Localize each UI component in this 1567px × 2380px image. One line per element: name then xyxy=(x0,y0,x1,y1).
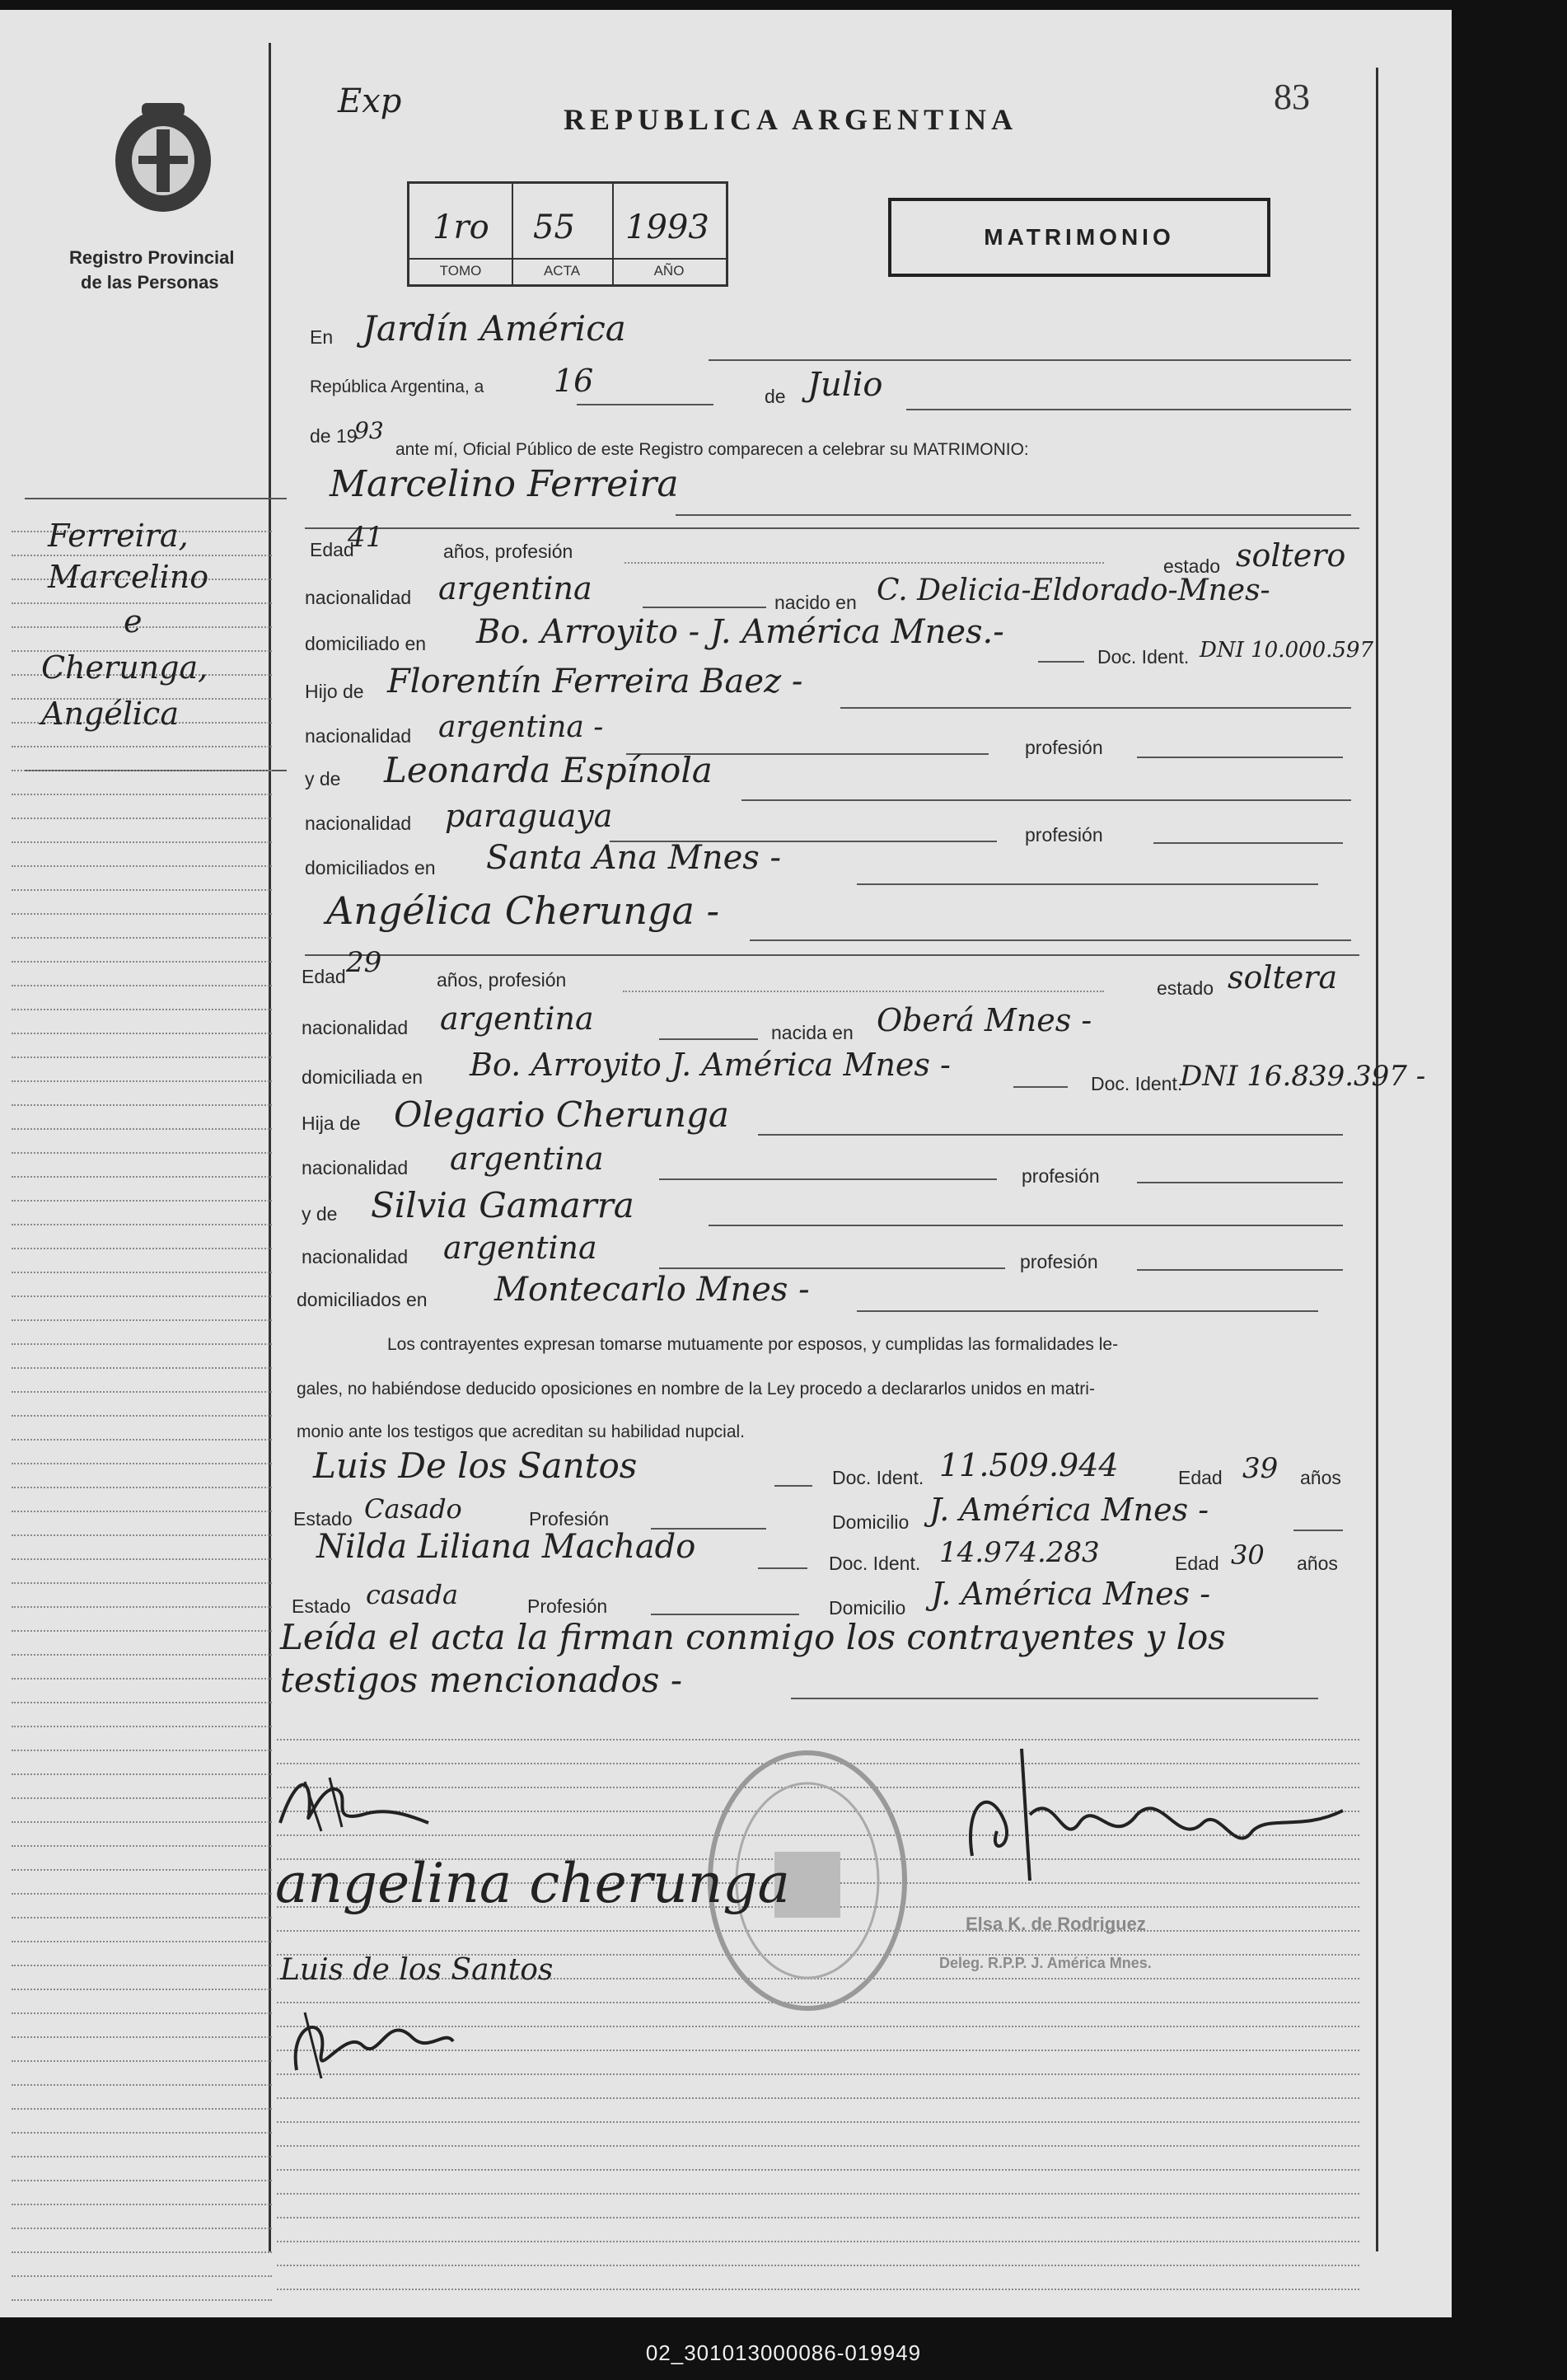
groom-age: 41 xyxy=(348,521,384,554)
bride-estado: soltera xyxy=(1228,959,1338,996)
margin-rule xyxy=(12,2180,272,2181)
margin-rule xyxy=(12,2012,272,2014)
groom-domicilio: Bo. Arroyito - J. América Mnes.- xyxy=(476,613,1004,651)
dotted-rule xyxy=(277,2265,1359,2266)
registry-name-line1: Registro Provincial xyxy=(69,247,235,268)
field-rule xyxy=(305,954,1359,956)
handwritten-note: Exp xyxy=(338,82,402,120)
margin-rule xyxy=(12,1367,272,1369)
groom-father-profesion-label: profesión xyxy=(1025,737,1103,758)
margin-rule xyxy=(12,985,272,986)
bride-father: Olegario Cherunga xyxy=(394,1094,729,1135)
groom-mother-nac-label: nacionalidad xyxy=(305,813,412,834)
margin-rule xyxy=(12,1917,272,1919)
field-rule xyxy=(709,359,1351,361)
margin-rule xyxy=(12,794,272,795)
day-value: 16 xyxy=(554,363,594,399)
witness1-edad-label: Edad xyxy=(1178,1467,1223,1488)
margin-rule xyxy=(12,1726,272,1727)
margin-rule xyxy=(12,937,272,939)
republica-label: República Argentina, a xyxy=(310,377,484,396)
declaration-line-3: monio ante los testigos que acreditan su habilidad nupcial. xyxy=(297,1422,746,1441)
field-rule xyxy=(659,1178,997,1180)
field-rule xyxy=(1137,1269,1343,1271)
margin-rule xyxy=(12,841,272,843)
margin-rule xyxy=(12,1558,272,1560)
margin-rule xyxy=(12,1941,272,1942)
witness1-estado: Casado xyxy=(364,1493,462,1525)
margin-rule xyxy=(12,1248,272,1249)
field-rule xyxy=(577,404,713,405)
groom-mother-profesion-label: profesión xyxy=(1025,824,1103,846)
acta-label: ACTA xyxy=(543,263,581,279)
witness1-profesion-label: Profesión xyxy=(529,1508,610,1530)
groom-name: Marcelino Ferreira xyxy=(330,463,679,505)
field-rule xyxy=(791,1698,1318,1699)
bride-mother: Silvia Gamarra xyxy=(371,1185,634,1225)
bride-age: 29 xyxy=(346,946,382,979)
bride-domicilio-label: domiciliada en xyxy=(302,1066,423,1088)
witness2-signature xyxy=(280,1996,461,2087)
page-number: 83 xyxy=(1274,77,1310,117)
country-title: REPUBLICA ARGENTINA xyxy=(564,103,1018,136)
dotted-rule xyxy=(277,2217,1359,2218)
field-rule xyxy=(840,707,1351,709)
margin-rule xyxy=(12,1534,272,1536)
margin-rule xyxy=(12,2251,272,2253)
groom-nacido: C. Delicia-Eldorado-Mnes- xyxy=(877,574,1270,607)
groom-nacionalidad-label: nacionalidad xyxy=(305,587,412,608)
field-rule xyxy=(676,514,1351,516)
field-rule xyxy=(1038,661,1084,663)
margin-rule xyxy=(12,1295,272,1297)
dotted-rule xyxy=(277,2169,1359,2171)
margin-name-line: Marcelino xyxy=(48,559,209,595)
margin-rule xyxy=(12,2299,272,2301)
margin-rule xyxy=(12,1128,272,1130)
margin-rule xyxy=(12,1845,272,1847)
record-type: MATRIMONIO xyxy=(984,224,1175,250)
dotted-rule xyxy=(277,2145,1359,2147)
margin-rule xyxy=(12,865,272,867)
witness1-name: Luis De los Santos xyxy=(313,1445,638,1486)
margin-rule xyxy=(12,913,272,915)
field-rule xyxy=(1293,1530,1343,1531)
bride-mother-nac: argentina xyxy=(443,1230,597,1266)
margin-rule xyxy=(12,1152,272,1154)
witness1-doc-label: Doc. Ident. xyxy=(832,1467,924,1488)
margin-rule xyxy=(12,1869,272,1871)
margin-rule xyxy=(12,2060,272,2062)
groom-anos-profesion: años, profesión xyxy=(443,541,573,562)
field-rule xyxy=(758,1567,807,1569)
margin-rule xyxy=(12,1391,272,1393)
tomo-value: 1ro xyxy=(433,208,489,246)
witness2-name: Nilda Liliana Machado xyxy=(316,1528,696,1566)
groom-parents-dom: Santa Ana Mnes - xyxy=(486,839,782,877)
witness2-domicilio-label: Domicilio xyxy=(829,1597,906,1619)
officer-title: Deleg. R.P.P. J. América Mnes. xyxy=(939,1955,1152,1971)
margin-rule xyxy=(12,1439,272,1441)
witness2-doc: 14.974.283 xyxy=(939,1536,1100,1569)
margin-rule xyxy=(12,1200,272,1202)
groom-father: Florentín Ferreira Baez - xyxy=(387,663,803,700)
margin-rule xyxy=(12,961,272,963)
margin-rule xyxy=(12,1606,272,1608)
bride-estado-label: estado xyxy=(1157,977,1214,999)
officer-signature xyxy=(956,1732,1351,1889)
witness2-estado-label: Estado xyxy=(292,1595,351,1617)
margin-rule xyxy=(12,2204,272,2205)
witness1-domicilio-label: Domicilio xyxy=(832,1511,910,1533)
dotted-rule xyxy=(624,562,1104,564)
groom-doc: DNI 10.000.597 xyxy=(1200,638,1373,663)
dotted-rule xyxy=(277,2121,1359,2123)
margin-rule xyxy=(12,1582,272,1584)
margin-rule xyxy=(12,1272,272,1273)
year-value: 93 xyxy=(354,417,384,444)
witness1-age: 39 xyxy=(1242,1452,1279,1485)
groom-edad-label: Edad xyxy=(310,539,354,560)
witness2-anos: años xyxy=(1297,1553,1338,1574)
closing-line-2: testigos mencionados - xyxy=(280,1660,683,1700)
bride-nacida: Oberá Mnes - xyxy=(877,1002,1092,1038)
groom-nacionalidad: argentina xyxy=(438,570,592,607)
margin-rule xyxy=(12,1773,272,1775)
groom-father-nac: argentina - xyxy=(438,710,604,744)
bride-nacionalidad: argentina xyxy=(440,1000,594,1037)
coat-of-arms-icon xyxy=(105,96,221,220)
bride-doc-label: Doc. Ident. xyxy=(1091,1073,1183,1094)
witness2-estado: casada xyxy=(366,1579,459,1610)
margin-rule xyxy=(12,1511,272,1512)
closing-line-1: Leída el acta la firman conmigo los contrayentes y los xyxy=(280,1617,1226,1657)
registry-name-line2: de las Personas xyxy=(81,272,219,293)
margin-divider xyxy=(269,43,271,2251)
intro-text: ante mí, Oficial Público de este Registro comparecen a celebrar su MATRIMONIO: xyxy=(395,440,1029,459)
margin-rule xyxy=(12,1750,272,1751)
groom-domiciliados-label: domiciliados en xyxy=(305,857,436,878)
record-type-box xyxy=(888,198,1270,277)
scan-code: 02_301013000086-019949 xyxy=(645,2340,922,2365)
groom-yde-label: y de xyxy=(305,768,341,789)
margin-name-line: Ferreira, xyxy=(48,518,189,554)
margin-rule xyxy=(12,1630,272,1632)
witness2-edad-label: Edad xyxy=(1175,1553,1219,1574)
witness2-doc-label: Doc. Ident. xyxy=(829,1553,921,1574)
margin-rule xyxy=(12,1033,272,1034)
dotted-rule xyxy=(277,2097,1359,2099)
right-border xyxy=(1376,68,1378,2251)
margin-rule xyxy=(12,1821,272,1823)
margin-rule xyxy=(12,1415,272,1417)
ano-value: 1993 xyxy=(625,208,709,246)
margin-rule xyxy=(12,1319,272,1321)
groom-estado: soltero xyxy=(1236,537,1346,574)
groom-estado-label: estado xyxy=(1163,555,1221,577)
groom-domicilio-label: domiciliado en xyxy=(305,633,427,654)
witness1-anos: años xyxy=(1300,1467,1341,1488)
margin-rule xyxy=(12,1009,272,1010)
bride-signature: angelina cherunga xyxy=(275,1852,790,1915)
margin-top-rule xyxy=(25,498,287,499)
bride-father-profesion-label: profesión xyxy=(1022,1165,1100,1187)
groom-nacido-label: nacido en xyxy=(774,592,857,613)
field-rule xyxy=(1137,1182,1343,1183)
field-rule xyxy=(758,1134,1343,1136)
bride-mother-nac-label: nacionalidad xyxy=(302,1246,409,1267)
groom-signature xyxy=(272,1765,437,1839)
margin-name-line: e xyxy=(124,603,143,640)
margin-rule xyxy=(12,818,272,819)
witness1-domicilio: J. América Mnes - xyxy=(929,1492,1209,1528)
bride-parents-dom: Montecarlo Mnes - xyxy=(494,1271,810,1309)
field-rule xyxy=(643,607,766,608)
margin-rule xyxy=(12,1893,272,1895)
groom-mother-nac: paraguaya xyxy=(445,798,613,834)
witness2-profesion-label: Profesión xyxy=(527,1595,608,1617)
place-value: Jardín América xyxy=(363,308,626,349)
dotted-rule xyxy=(623,991,1104,992)
bride-anos-profesion: años, profesión xyxy=(437,969,567,991)
year-prefix: de 19 xyxy=(310,425,358,447)
en-label: En xyxy=(310,326,334,348)
bride-father-nac: argentina xyxy=(450,1141,604,1177)
margin-rule xyxy=(12,1702,272,1703)
de-label: de xyxy=(765,386,786,407)
field-rule xyxy=(709,1225,1343,1226)
margin-rule xyxy=(12,2132,272,2134)
margin-rule xyxy=(12,2084,272,2086)
dotted-rule xyxy=(277,2193,1359,2195)
tomo-label: TOMO xyxy=(439,263,482,279)
bride-yde-label: y de xyxy=(302,1203,338,1225)
declaration-line-1: Los contrayentes expresan tomarse mutuamente por esposos, y cumplidas las formalidades le- xyxy=(387,1335,1119,1354)
witness1-doc: 11.509.944 xyxy=(939,1447,1119,1483)
margin-rule xyxy=(12,1343,272,1345)
groom-father-nac-label: nacionalidad xyxy=(305,725,412,747)
margin-rule xyxy=(12,1797,272,1799)
field-rule xyxy=(1137,757,1343,758)
bride-mother-profesion-label: profesión xyxy=(1020,1251,1098,1272)
groom-hijo-label: Hijo de xyxy=(305,681,364,702)
field-rule xyxy=(659,1038,758,1040)
margin-rule xyxy=(12,2108,272,2110)
field-rule xyxy=(651,1614,799,1615)
footer-bar xyxy=(0,2317,1567,2380)
field-rule xyxy=(774,1485,812,1487)
margin-rule xyxy=(12,1654,272,1656)
margin-rule xyxy=(12,2275,272,2277)
margin-rule xyxy=(12,770,272,771)
margin-rule xyxy=(12,746,272,747)
declaration-line-2: gales, no habiéndose deducido oposiciones en nombre de la Ley procedo a declararlos unidos en matri- xyxy=(297,1380,1095,1398)
record-id-box xyxy=(407,181,728,287)
bride-hija-label: Hija de xyxy=(302,1113,361,1134)
margin-rule xyxy=(12,2228,272,2229)
dotted-rule xyxy=(277,2289,1359,2290)
margin-rule xyxy=(12,1104,272,1106)
acta-value: 55 xyxy=(533,208,575,246)
field-rule xyxy=(741,799,1351,801)
bride-domiciliados-label: domiciliados en xyxy=(297,1289,428,1310)
officer-name: Elsa K. de Rodriguez xyxy=(966,1914,1146,1934)
field-rule xyxy=(857,1310,1318,1312)
margin-rule xyxy=(12,1080,272,1082)
ano-label: AÑO xyxy=(653,263,685,279)
margin-rule xyxy=(12,555,272,556)
margin-rule xyxy=(12,1176,272,1178)
field-rule xyxy=(1013,1086,1068,1088)
field-rule xyxy=(305,527,1359,529)
bride-father-nac-label: nacionalidad xyxy=(302,1157,409,1178)
margin-rule xyxy=(12,2156,272,2157)
dotted-rule xyxy=(277,2241,1359,2242)
witness-signature: Luis de los Santos xyxy=(280,1953,554,1987)
witness2-age: 30 xyxy=(1231,1539,1265,1571)
field-rule xyxy=(750,939,1351,941)
margin-name-line: Cherunga, xyxy=(41,649,208,686)
bride-domicilio: Bo. Arroyito J. América Mnes - xyxy=(470,1047,951,1083)
bride-nacida-label: nacida en xyxy=(771,1022,854,1043)
margin-rule xyxy=(12,1678,272,1680)
margin-rule xyxy=(12,1989,272,1990)
margin-rule xyxy=(12,1463,272,1464)
margin-name-line: Angélica xyxy=(41,696,179,732)
margin-rule xyxy=(12,889,272,891)
bride-edad-label: Edad xyxy=(302,966,346,987)
bride-name: Angélica Cherunga - xyxy=(326,888,720,933)
witness1-estado-label: Estado xyxy=(293,1508,353,1530)
field-rule xyxy=(857,883,1318,885)
field-rule xyxy=(1153,842,1343,844)
witness2-domicilio: J. América Mnes - xyxy=(931,1576,1211,1612)
margin-rule xyxy=(12,2036,272,2038)
groom-doc-label: Doc. Ident. xyxy=(1097,646,1190,668)
margin-rule xyxy=(12,1487,272,1488)
groom-mother: Leonarda Espínola xyxy=(384,750,713,790)
bride-doc: DNI 16.839.397 - xyxy=(1180,1060,1426,1093)
certificate-page xyxy=(0,10,1452,2317)
month-value: Julio xyxy=(807,366,883,404)
field-rule xyxy=(659,1267,1005,1269)
field-rule xyxy=(906,409,1351,410)
margin-rule xyxy=(12,1965,272,1966)
margin-rule xyxy=(12,1056,272,1058)
margin-rule xyxy=(12,1224,272,1225)
bride-nacionalidad-label: nacionalidad xyxy=(302,1017,409,1038)
